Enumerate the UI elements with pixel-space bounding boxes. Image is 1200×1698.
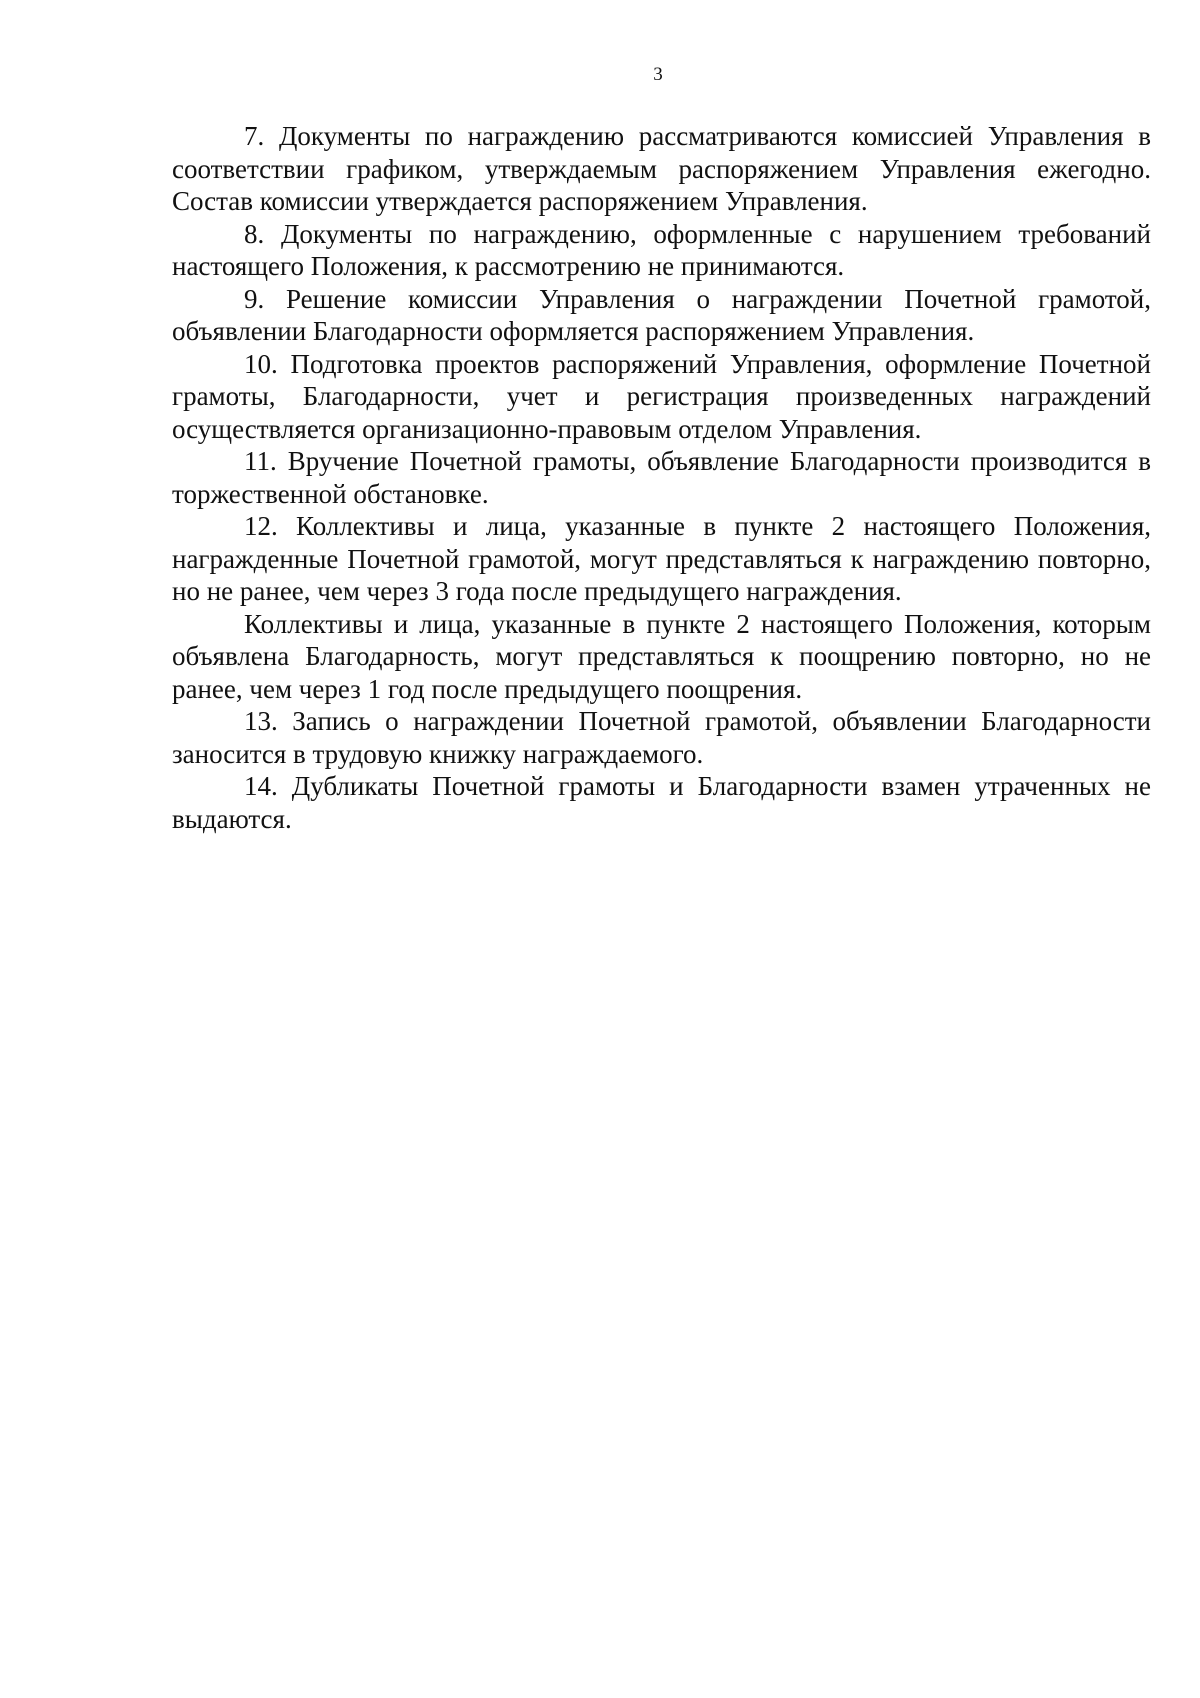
page-number: 3 <box>653 64 663 85</box>
paragraph-10: 10. Подготовка проектов распоряжений Управления, оформление Почетной грамоты, Благодарности, учет и регистрация произведенных награждений осуществляется организационно-правовым отделом Управления. <box>172 348 1151 444</box>
paragraph-12: 12. Коллективы и лица, указанные в пункте 2 настоящего Положения, награжденные Почетной грамотой, могут представляться к награждению повторно, но не ранее, чем через 3 года после предыдущего награждения. <box>172 511 1151 606</box>
paragraph-13: 13. Запись о награждении Почетной грамотой, объявлении Благодарности заносится в трудовую книжку награждаемого. <box>172 706 1151 769</box>
paragraph-11: 11. Вручение Почетной грамоты, объявление Благодарности производится в торжественной обстановке. <box>172 446 1151 509</box>
paragraph-14: 14. Дубликаты Почетной грамоты и Благодарности взамен утраченных не выдаются. <box>172 771 1151 834</box>
paragraph-7: 7. Документы по награждению рассматриваются комиссией Управления в соответствии графиком, утверждаемым распоряжением Управления ежегодно. Состав комиссии утверждается распоряжением Управления. <box>172 121 1151 216</box>
paragraph-12-continued: Коллективы и лица, указанные в пункте 2 настоящего Положения, которым объявлена Благодарность, могут представляться к поощрению повторно, но не ранее, чем через 1 год после предыдущего поощрения. <box>172 608 1151 704</box>
paragraph-9: 9. Решение комиссии Управления о награждении Почетной грамотой, объявлении Благодарности оформляется распоряжением Управления. <box>172 283 1151 346</box>
document-body <box>172 120 1151 835</box>
paragraph-8: 8. Документы по награждению, оформленные с нарушением требований настоящего Положения, к рассмотрению не принимаются. <box>172 218 1151 281</box>
